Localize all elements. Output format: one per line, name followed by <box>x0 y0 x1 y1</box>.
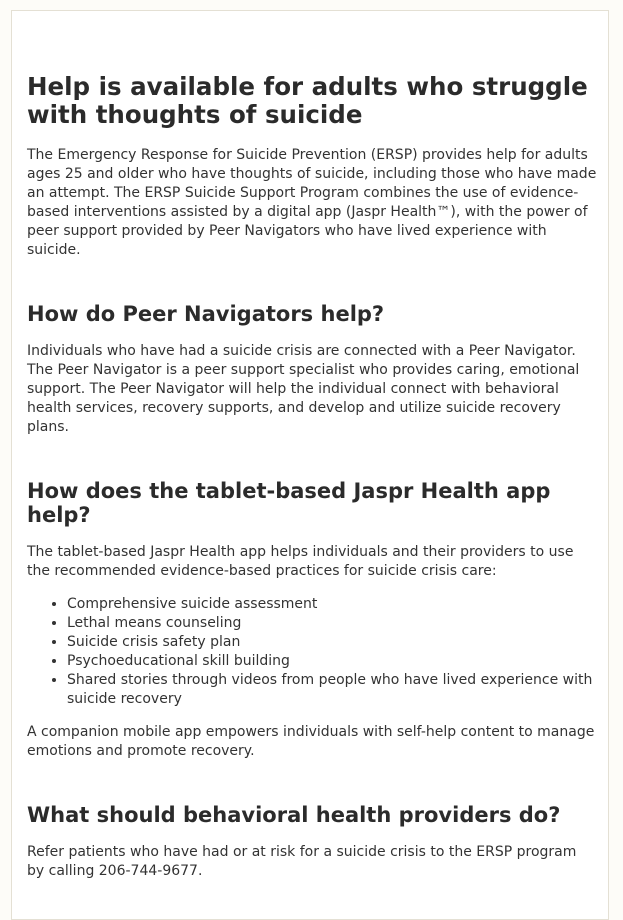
practices-list <box>27 595 597 709</box>
list-item: • Psychoeducational skill building <box>67 652 597 671</box>
section-body-jaspr-app: The tablet-based Jaspr Health app helps individuals and their providers to use the recommended evidence-based practices for suicide crisis care: <box>27 544 574 579</box>
companion-app-paragraph: A companion mobile app empowers individuals with self-help content to manage emotions and promote recovery. <box>27 724 595 759</box>
list-item: • Comprehensive suicide assessment <box>67 595 597 614</box>
content-card <box>11 10 609 920</box>
section-heading-jaspr-app: How does the tablet-based Jaspr Health app help? <box>27 479 551 527</box>
section-heading-providers: What should behavioral health providers do? <box>27 803 561 827</box>
section-body-providers: Refer patients who have had or at risk for a suicide crisis to the ERSP program by calling 206-744-9677. <box>27 844 577 879</box>
list-item: • Shared stories through videos from people who have lived experience with suicide recovery <box>67 671 597 709</box>
article <box>27 73 597 881</box>
intro-paragraph: The Emergency Response for Suicide Prevention (ERSP) provides help for adults ages 25 and older who have thoughts of suicide, including those who have made an attempt. The ERSP Suicide Support Program combines the use of evidence-based interventions assisted by a digital app (Jaspr Health™), with the power of peer support provided by Peer Navigators who have lived experience with suicide. <box>27 147 597 258</box>
section-heading-peer-navigators: How do Peer Navigators help? <box>27 302 385 326</box>
list-item: • Suicide crisis safety plan <box>67 633 597 652</box>
list-item: • Lethal means counseling <box>67 614 597 633</box>
page-title: Help is available for adults who struggle with thoughts of suicide <box>27 72 588 129</box>
section-body-peer-navigators: Individuals who have had a suicide crisis are connected with a Peer Navigator. The Peer Navigator is a peer support specialist who provides caring, emotional support. The Peer Navigator will help the individual connect with behavioral health services, recovery supports, and develop and utilize suicide recovery plans. <box>27 343 580 435</box>
